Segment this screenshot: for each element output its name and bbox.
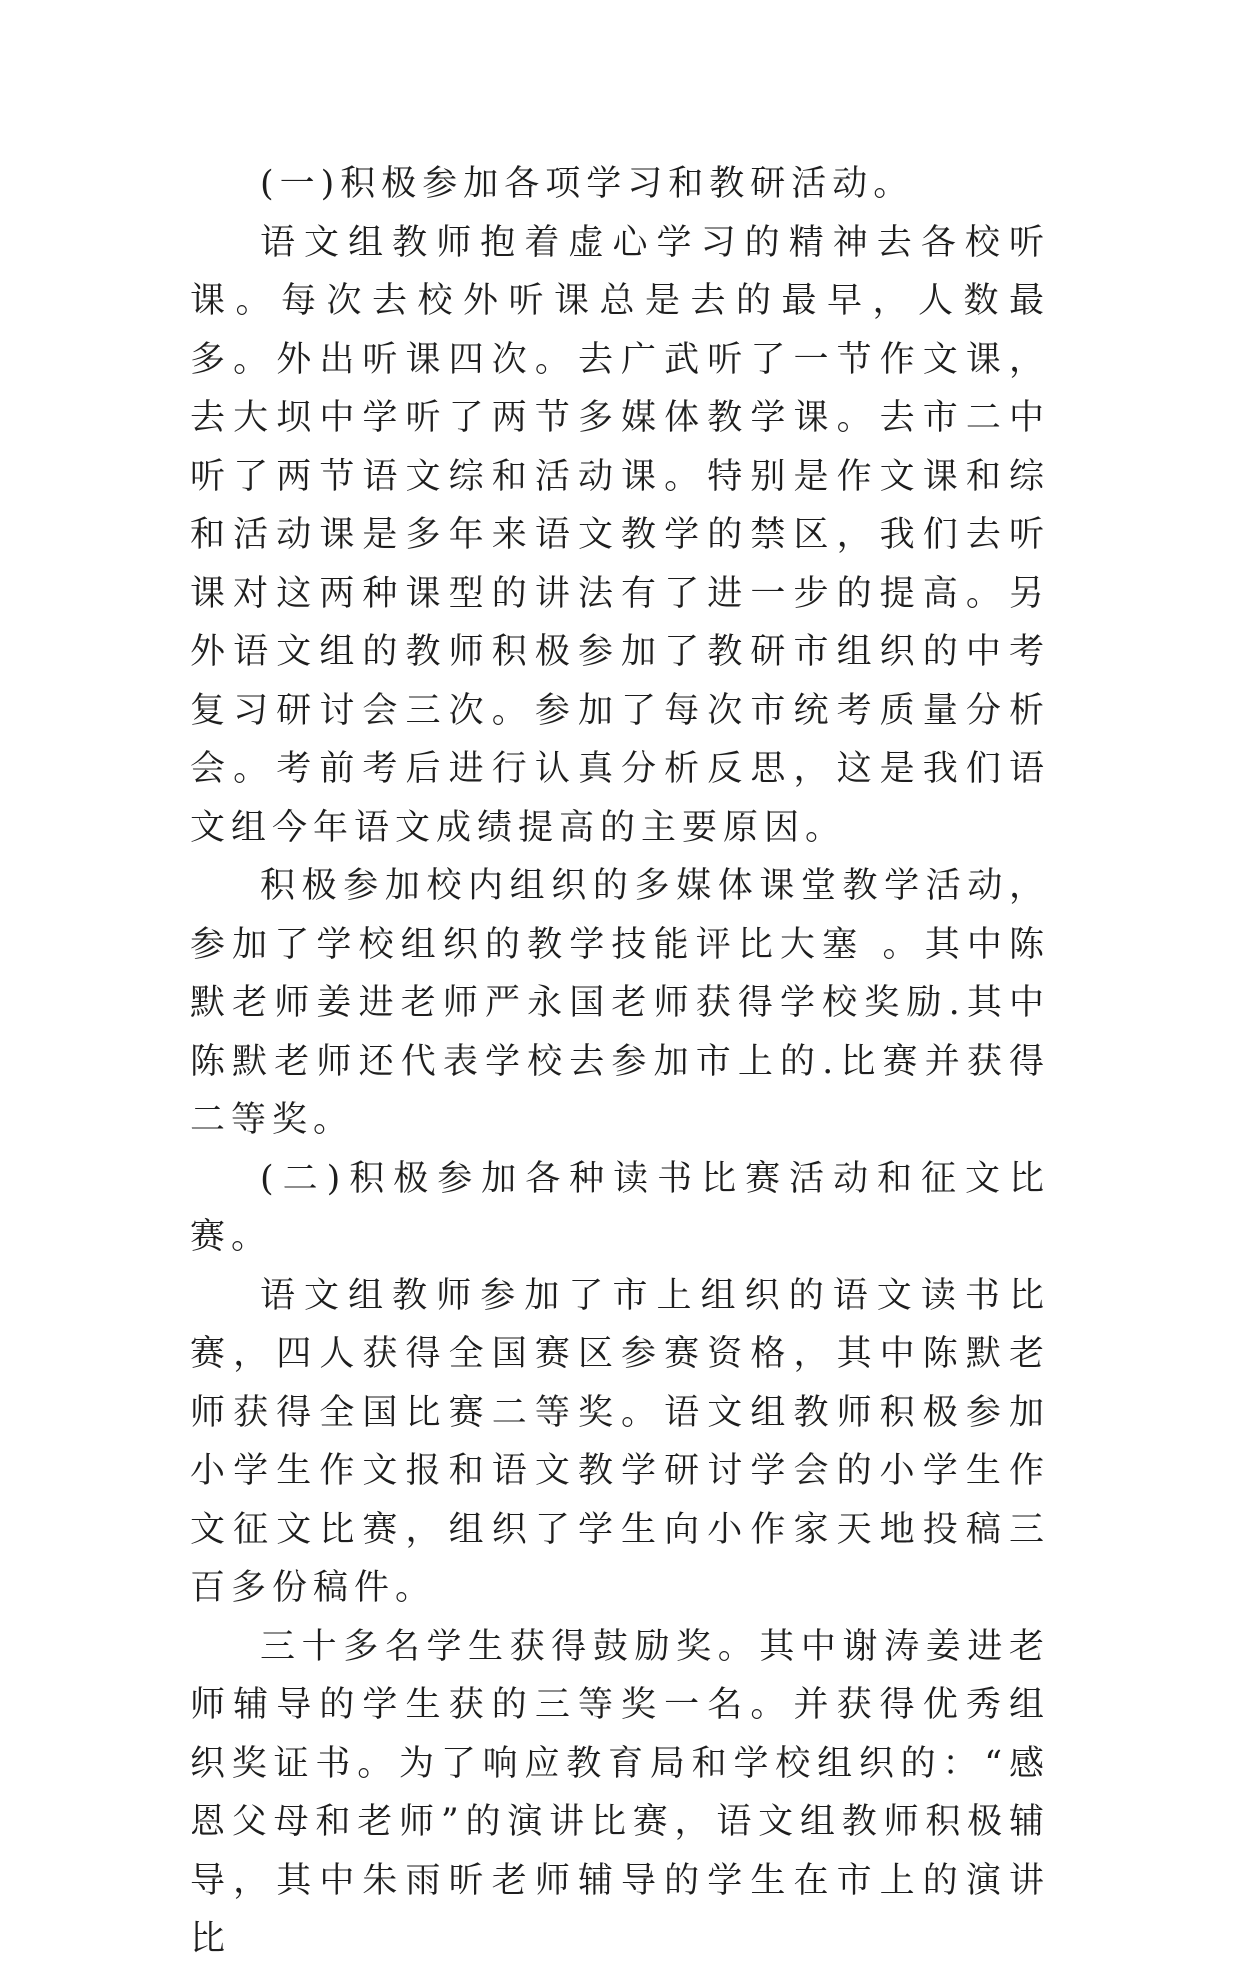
body-paragraph: 语文组教师参加了市上组织的语文读书比赛，四人获得全国赛区参赛资格，其中陈默老师获得全国比赛二等奖。语文组教师积极参加小学生作文报和语文教学研讨学会的小学生作文征文比赛，组织了学生向小作家天地投稿三百多份稿件。: [190, 1275, 1050, 1608]
section-heading-1: (一)积极参加各项学习和教研活动。: [260, 164, 915, 204]
body-paragraph: 语文组教师抱着虚心学习的精神去各校听课。每次去校外听课总是去的最早，人数最多。外出听课四次。去广武听了一节作文课，去大坝中学听了两节多媒体教学课。去市二中听了两节语文综和活动课。特别是作文课和综和活动课是多年来语文教学的禁区，我们去听课对这两种课型的讲法有了进一步的提高。另外语文组的教师积极参加了教研市组织的中考复习研讨会三次。参加了每次市统考质量分析会。考前考后进行认真分析反思，这是我们语文组今年语文成绩提高的主要原因。: [190, 222, 1050, 848]
section-heading-2: (二)积极参加各种读书比赛活动和征文比赛。: [190, 1158, 1050, 1257]
body-paragraph: 三十多名学生获得鼓励奖。其中谢涛姜进老师辅导的学生获的三等奖一名。并获得优秀组织奖证书。为了响应教育局和学校组织的：“感恩父母和老师”的演讲比赛，语文组教师积极辅导，其中朱雨昕老师辅导的学生在市上的演讲比: [190, 1626, 1050, 1959]
document-body: [190, 155, 1050, 1969]
body-paragraph: 积极参加校内组织的多媒体课堂教学活动，参加了学校组织的教学技能评比大塞 。其中陈默老师姜进老师严永国老师获得学校奖励.其中陈默老师还代表学校去参加市上的.比赛并获得二等奖。: [190, 866, 1050, 1140]
